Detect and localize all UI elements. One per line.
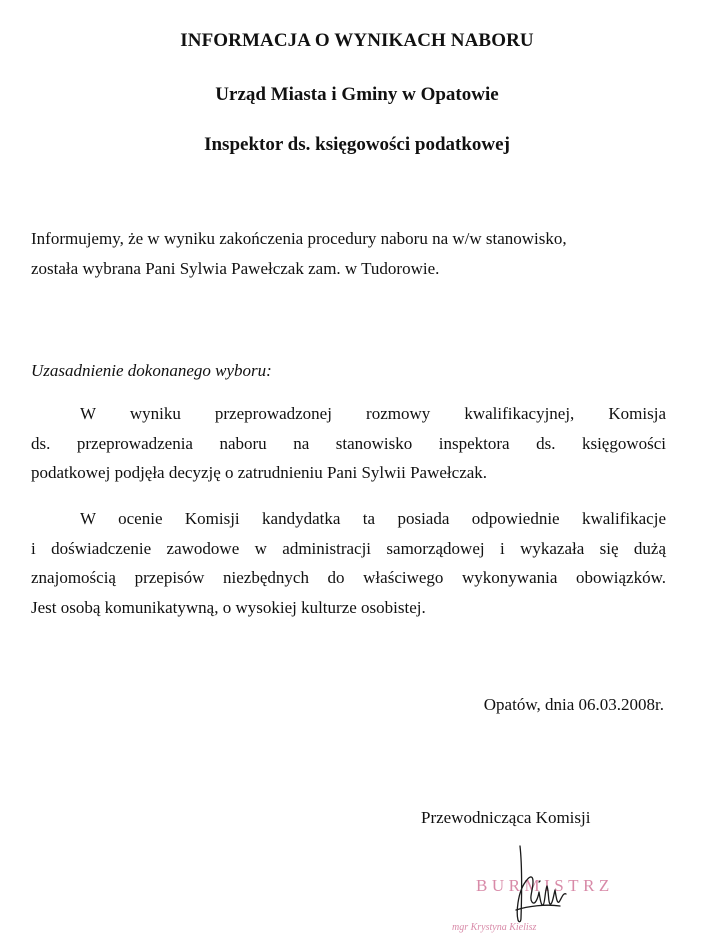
intro-paragraph xyxy=(31,224,666,283)
paragraph-line: podatkowej podjęła decyzję o zatrudnieniu Pani Sylwii Pawełczak. xyxy=(31,463,488,482)
paragraph-line: i doświadczenie zawodowe w administracji samorządowej i wykazała się dużą xyxy=(31,538,666,558)
justification-label: Uzasadnienie dokonanego wyboru: xyxy=(31,361,272,380)
position-title: Inspektor ds. księgowości podatkowej xyxy=(204,134,510,155)
paragraph-line: znajomością przepisów niezbędnych do właściwego wykonywania obowiązków. xyxy=(31,568,666,587)
paragraph-line: Jest osobą komunikatywną, o wysokiej kulturze osobistej. xyxy=(31,597,426,617)
stamp-name: mgr Krystyna Kielisz xyxy=(452,922,537,933)
justification-paragraph-2 xyxy=(31,504,666,622)
intro-line: Informujemy, że w wyniku zakończenia procedury naboru na w/w stanowisko, xyxy=(31,229,567,248)
stamp-title: BURMISTRZ xyxy=(476,876,614,895)
paragraph-line: W ocenie Komisji kandydatka ta posiada odpowiednie kwalifikacje xyxy=(80,509,666,528)
date-line: Opatów, dnia 06.03.2008r. xyxy=(483,695,664,714)
signatory-role: Przewodnicząca Komisji xyxy=(421,808,591,827)
justification-paragraph-1 xyxy=(31,399,666,488)
office-name: Urząd Miasta i Gminy w Opatowie xyxy=(215,84,499,105)
paragraph-line: ds. przeprowadzenia naboru na stanowisko inspektora ds. księgowości xyxy=(31,433,666,453)
official-stamp xyxy=(438,832,628,940)
intro-line: została wybrana Pani Sylwia Pawełczak zam. w Tudorowie. xyxy=(31,258,440,278)
paragraph-line: W wyniku przeprowadzonej rozmowy kwalifikacyjnej, Komisja xyxy=(80,404,666,423)
document-title: INFORMACJA O WYNIKACH NABORU xyxy=(180,30,534,51)
